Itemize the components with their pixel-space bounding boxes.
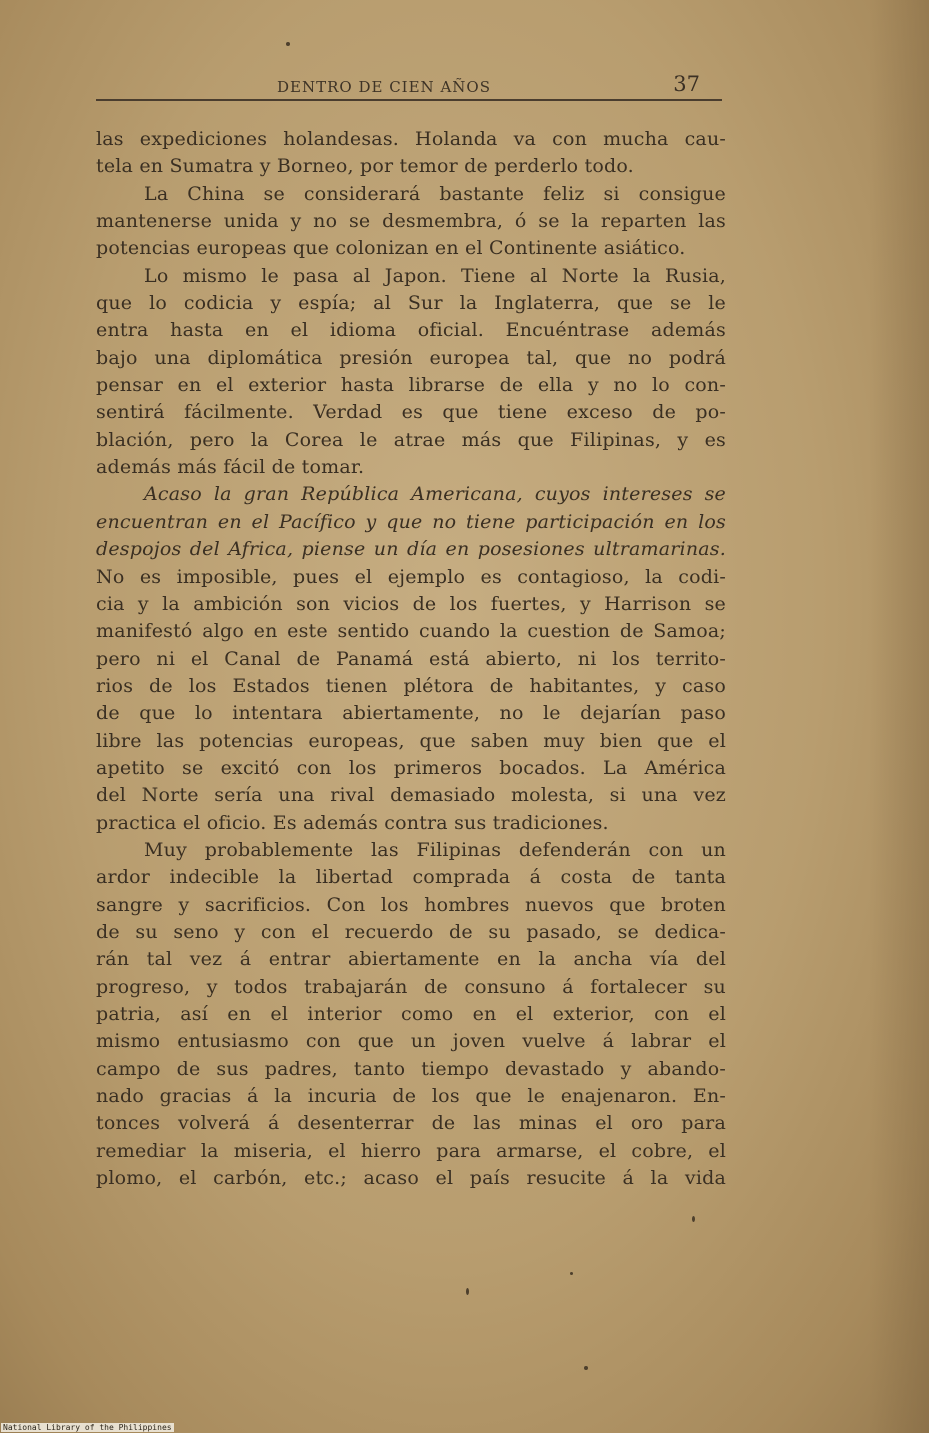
text-line: rios de los Estados tienen plétora de habitantes, y caso xyxy=(96,674,726,697)
text-line: sangre y sacrificios. Con los hombres nuevos que broten xyxy=(96,893,726,916)
ink-speck xyxy=(570,1272,573,1275)
header-rule xyxy=(96,99,722,101)
ink-speck xyxy=(466,1288,469,1295)
page-edge-shadow xyxy=(869,0,929,1433)
text-line: encuentran en el Pacífico y que no tiene participación en los xyxy=(96,510,726,533)
text-line: bajo una diplomática presión europea tal, que no podrá xyxy=(96,346,726,369)
text-line: que lo codicia y espía; al Sur la Inglaterra, que se le xyxy=(96,292,726,315)
text-line: rán tal vez á entrar abiertamente en la ancha vía del xyxy=(96,948,726,971)
text-line: practica el oficio. Es además contra sus tradiciones. xyxy=(96,811,609,834)
text-line: entra hasta en el idioma oficial. Encuéntrase además xyxy=(96,319,726,342)
text-line: despojos del Africa, piense un día en posesiones ultramarinas. xyxy=(96,538,726,561)
text-line: manifestó algo en este sentido cuando la cuestion de Samoa; xyxy=(96,620,726,643)
text-line: La China se considerará bastante feliz si consigue xyxy=(144,182,726,205)
text-line: Acaso la gran República Americana, cuyos intereses se xyxy=(144,483,726,506)
ink-speck xyxy=(584,1366,588,1370)
text-line: ardor indecible la libertad comprada á costa de tanta xyxy=(96,866,726,889)
text-line: mantenerse unida y no se desmembra, ó se la reparten las xyxy=(96,210,726,233)
text-line: potencias europeas que colonizan en el Continente asiático. xyxy=(96,237,686,260)
text-line: patria, así en el interior como en el exterior, con el xyxy=(96,1003,726,1025)
text-line: apetito se excitó con los primeros bocados. La América xyxy=(96,756,726,779)
text-line: plomo, el carbón, etc.; acaso el país resucite á la vida xyxy=(96,1167,726,1190)
text-line: además más fácil de tomar. xyxy=(96,456,365,479)
body-text xyxy=(96,126,726,1192)
text-line: progreso, y todos trabajarán de consuno á fortalecer su xyxy=(96,975,726,998)
text-line: sentirá fácilmente. Verdad es que tiene exceso de po- xyxy=(96,401,726,424)
text-line: Muy probablemente las Filipinas defenderán con un xyxy=(144,838,726,861)
text-line: No es imposible, pues el ejemplo es contagioso, la codi- xyxy=(96,565,726,588)
text-line: cia y la ambición son vicios de los fuertes, y Harrison se xyxy=(96,592,726,615)
text-line: tonces volverá á desenterrar de las minas el oro para xyxy=(96,1112,726,1135)
text-line: pero ni el Canal de Panamá está abierto, ni los territo- xyxy=(96,647,726,670)
text-line: de su seno y con el recuerdo de su pasado, se dedica- xyxy=(96,920,726,943)
page-number: 37 xyxy=(673,72,700,96)
ink-speck xyxy=(692,1216,695,1222)
text-line: libre las potencias europeas, que saben muy bien que el xyxy=(96,729,726,752)
text-line: nado gracias á la incuria de los que le enajenaron. En- xyxy=(96,1085,726,1108)
text-line: campo de sus padres, tanto tiempo devastado y abando- xyxy=(96,1057,726,1080)
text-line: mismo entusiasmo con que un joven vuelve á labrar el xyxy=(96,1030,726,1053)
text-line: pensar en el exterior hasta librarse de ella y no lo con- xyxy=(96,374,726,397)
text-line: del Norte sería una rival demasiado molesta, si una vez xyxy=(96,784,726,807)
running-title: DENTRO DE CIEN AÑOS xyxy=(277,78,491,96)
ink-speck xyxy=(286,42,290,46)
library-credit: National Library of the Philippines xyxy=(3,1423,172,1432)
text-line: blación, pero la Corea le atrae más que Filipinas, y es xyxy=(96,428,726,451)
text-line: las expediciones holandesas. Holanda va con mucha cau- xyxy=(96,128,726,150)
text-line: tela en Sumatra y Borneo, por temor de perderlo todo. xyxy=(96,155,634,178)
text-line: Lo mismo le pasa al Japon. Tiene al Norte la Rusia, xyxy=(144,264,726,287)
text-line: de que lo intentara abiertamente, no le dejarían paso xyxy=(96,702,726,725)
page-header xyxy=(96,72,722,100)
text-line: remediar la miseria, el hierro para armarse, el cobre, el xyxy=(96,1139,726,1162)
